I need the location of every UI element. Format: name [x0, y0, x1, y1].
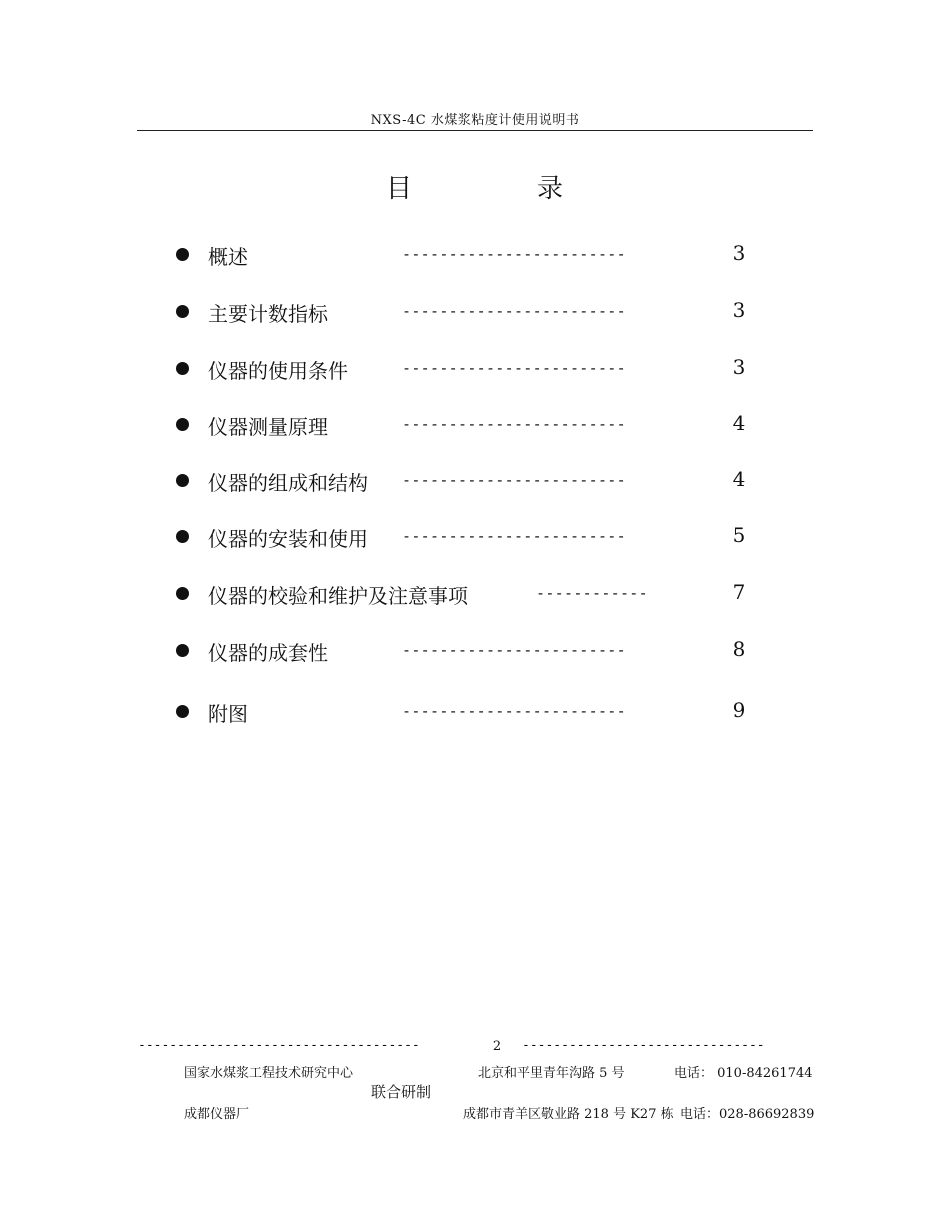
toc-leader-dashes: ------------------------ — [402, 702, 626, 720]
toc-item-page: 3 — [732, 241, 746, 265]
toc-item-label: 概述 — [208, 245, 248, 269]
toc-item-page: 3 — [732, 298, 746, 322]
toc-title-right: 录 — [537, 174, 564, 204]
footer-left-dashes: ------------------------------------ — [138, 1038, 420, 1053]
toc-item-page: 7 — [732, 580, 746, 604]
bullet-icon — [176, 305, 189, 318]
toc-item-page: 5 — [732, 523, 746, 547]
toc-leader-dashes: ------------ — [536, 584, 648, 602]
toc-title-left: 目 — [386, 174, 413, 204]
bullet-icon — [176, 705, 189, 718]
bullet-icon — [176, 362, 189, 375]
toc-item-label: 仪器测量原理 — [208, 415, 328, 439]
page-number: 2 — [492, 1039, 502, 1054]
bullet-icon — [176, 644, 189, 657]
toc-leader-dashes: ------------------------ — [402, 527, 626, 545]
toc-item-page: 4 — [732, 411, 746, 435]
document-header-title: NXS-4C 水煤浆粘度计使用说明书 — [370, 113, 580, 128]
toc-leader-dashes: ------------------------ — [402, 245, 626, 263]
footer-org2-address: 成都市青羊区敬业路 218 号 K27 栋 — [463, 1107, 674, 1122]
toc-item[interactable] — [0, 637, 950, 667]
toc-item-label: 仪器的使用条件 — [208, 359, 348, 383]
bullet-icon — [176, 587, 189, 600]
footer-org1-address: 北京和平里青年沟路 5 号 — [478, 1066, 625, 1081]
footer-org1-name: 国家水煤浆工程技术研究中心 — [184, 1066, 354, 1081]
toc-item[interactable] — [0, 467, 950, 497]
toc-leader-dashes: ------------------------ — [402, 359, 626, 377]
bullet-icon — [176, 474, 189, 487]
footer-right-dashes: ------------------------------- — [522, 1038, 765, 1053]
toc-leader-dashes: ------------------------ — [402, 471, 626, 489]
footer-org2-name: 成都仪器厂 — [184, 1107, 250, 1122]
toc-item-label: 仪器的安装和使用 — [208, 527, 368, 551]
bullet-icon — [176, 418, 189, 431]
footer-org1-phone: 电话： 010-84261744 — [674, 1066, 813, 1081]
footer-org2-phone: 电话：028-86692839 — [680, 1107, 815, 1122]
toc-leader-dashes: ------------------------ — [402, 415, 626, 433]
toc-item[interactable] — [0, 580, 950, 610]
toc-item-label: 附图 — [208, 702, 248, 726]
toc-item[interactable] — [0, 698, 950, 728]
toc-item-label: 仪器的成套性 — [208, 641, 328, 665]
toc-item[interactable] — [0, 298, 950, 328]
toc-title — [0, 168, 950, 208]
toc-item-page: 8 — [732, 637, 746, 661]
toc-item[interactable] — [0, 411, 950, 441]
footer-rule — [138, 1038, 814, 1058]
toc-item-page: 4 — [732, 467, 746, 491]
toc-item-page: 3 — [732, 355, 746, 379]
header-rule — [137, 130, 813, 131]
toc-item-label: 仪器的组成和结构 — [208, 471, 368, 495]
bullet-icon — [176, 248, 189, 261]
toc-leader-dashes: ------------------------ — [402, 641, 626, 659]
toc-item-label: 仪器的校验和维护及注意事项 — [208, 584, 468, 608]
toc-leader-dashes: ------------------------ — [402, 302, 626, 320]
toc-item[interactable] — [0, 241, 950, 271]
footer-joint-label: 联合研制 — [371, 1083, 432, 1101]
toc-item-label: 主要计数指标 — [208, 302, 328, 326]
toc-item[interactable] — [0, 523, 950, 553]
bullet-icon — [176, 530, 189, 543]
toc-item[interactable] — [0, 355, 950, 385]
toc-item-page: 9 — [732, 698, 746, 722]
